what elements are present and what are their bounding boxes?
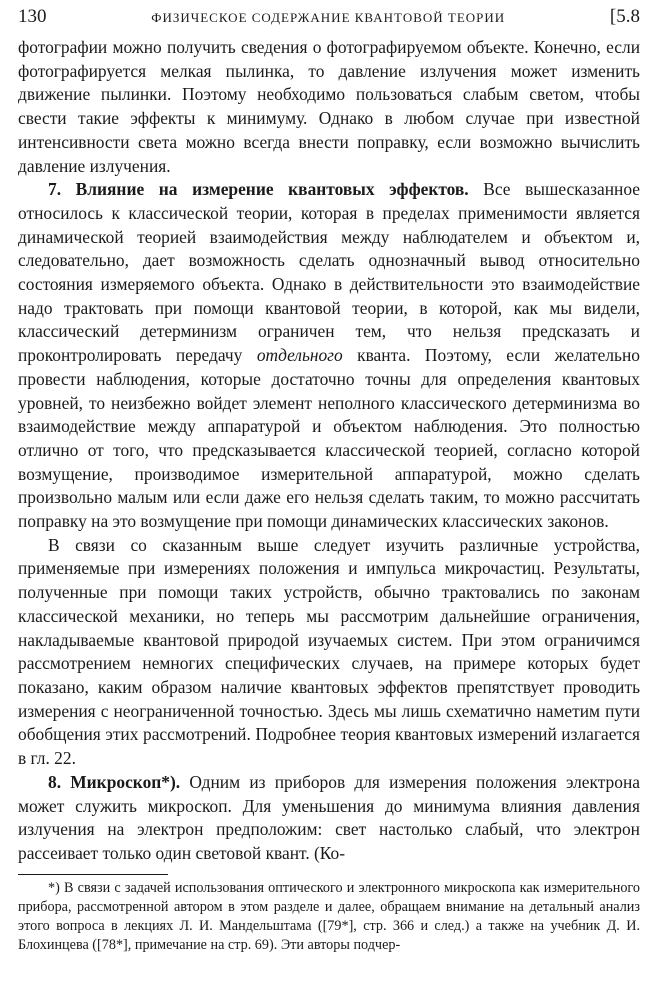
section-number: [5.8	[609, 6, 640, 27]
paragraph-devices: В связи со сказанным выше следует изучить различные устройства, применяемые при измерениях положения и импульса микрочастиц. Результаты, полученные при помощи таких устройств, обычно трактовались по законам классической механики, но теперь мы рассмотрим дальнейшие ограничения, накладываемые квантовой природой изучаемых систем. При этом ограничимся рассмотрением немногих специфических случаев, на примере которых будет показано, каким образом наличие квантовых эффектов препятствует проводить измерения с неограниченной точностью. Здесь мы лишь схематично наметим пути обобщения этих рассмотрений. Подробнее теория квантовых измерений излагается в гл. 22.	[18, 534, 640, 769]
section-7-heading: 7. Влияние на измерение квантовых эффектов.	[48, 179, 469, 200]
running-title: ФИЗИЧЕСКОЕ СОДЕРЖАНИЕ КВАНТОВОЙ ТЕОРИИ	[151, 10, 506, 25]
section-7-paragraph	[18, 178, 640, 534]
section-8-paragraph	[18, 771, 640, 866]
page-header	[18, 6, 640, 36]
section-8-text: Одним из приборов для измерения положения электрона может служить микроскоп. Для уменьшения до минимума влияния давления излучения на электрон предположим: свет настолько слабый, что электрон рассеивает только один световой квант. (Ко-	[18, 771, 640, 863]
book-page	[18, 6, 640, 955]
footnote-rule	[18, 874, 168, 875]
section-7-emphasis: отдельного	[256, 345, 343, 366]
section-7-text-b: кванта. Поэтому, если желательно провести наблюдения, которые достаточно точны для определения квантовых уровней, то неизбежно войдет элемент неполного классического детерминизма во взаимодействие между аппаратурой и объектом наблюдения. Это полностью отлично от того, что предсказывается классической теорией, согласно которой возмущение, производимое измерительной аппаратурой, можно сделать произвольно малым или если даже его нельзя сделать таким, то можно рассчитать поправку на это возмущение при помощи динамических классических законов.	[18, 345, 640, 532]
section-8-heading: 8. Микроскоп*).	[48, 771, 181, 792]
paragraph-continued: фотографии можно получить сведения о фотографируемом объекте. Конечно, если фотографируется мелкая пылинка, то давление излучения может изменить движение пылинки. Поэтому необходимо пользоваться слабым светом, чтобы свести такие эффекты к минимуму. Однако в любом случае при известной интенсивности света можно всегда внести поправку, если возможно вычислить давление излучения.	[18, 37, 640, 176]
footnote: *) В связи с задачей использования оптического и электронного микроскопа как измерительного прибора, рассмотренной автором в этом разделе и далее, обращаем внимание на детальный анализ этого вопроса в лекциях Л. И. Мандельштама ([79*], стр. 366 и след.) а также на учебник Д. И. Блохинцева ([78*], примечание на стр. 69). Эти авторы подчер-	[18, 879, 640, 953]
section-7-text-a: Все вышесказанное относилось к классической теории, которая в пределах применимости является динамической теорией взаимодействия между наблюдателем и объектом и, следовательно, дает возможность сделать однозначный вывод относительно состояния измеряемого объекта. Однако в действительности это взаимодействие надо трактовать при помощи квантовой теории, в которой, как мы видели, классический детерминизм ограничен тем, что нельзя предсказать и проконтролировать передачу	[18, 179, 640, 366]
page-number: 130	[18, 6, 47, 27]
